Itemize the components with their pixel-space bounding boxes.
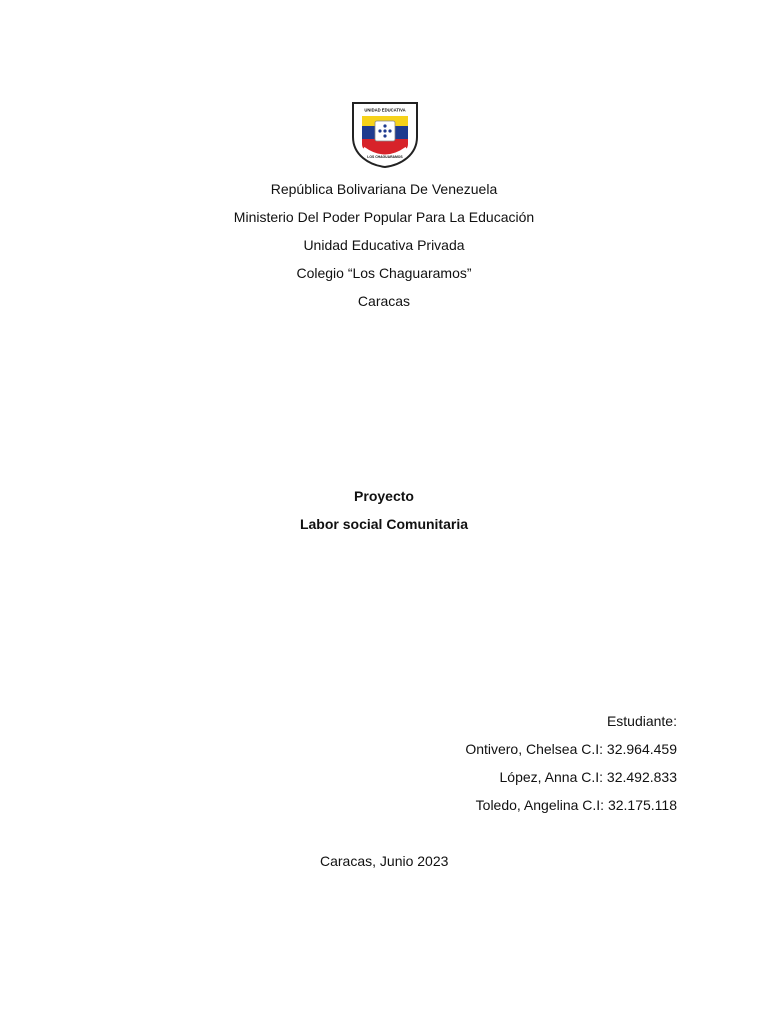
place-and-date: Caracas, Junio 2023: [320, 853, 449, 869]
header-city: Caracas: [357, 293, 411, 309]
student-line: López, Anna C.I: 32.492.833: [499, 769, 677, 785]
students-label: Estudiante:: [606, 713, 677, 729]
header-school-name: Colegio “Los Chaguaramos”: [296, 265, 472, 281]
header-ministry: Ministerio Del Poder Popular Para La Educación: [233, 209, 535, 225]
title-project: Proyecto: [354, 488, 414, 504]
student-line: Toledo, Angelina C.I: 32.175.118: [475, 797, 677, 813]
header-institution-type: Unidad Educativa Privada: [303, 237, 465, 253]
logo-top-text: UNIDAD EDUCATIVA: [364, 107, 406, 113]
logo-bottom-text: LOS CHAGUARAMOS: [367, 155, 403, 159]
header-republic: República Bolivariana De Venezuela: [270, 181, 498, 197]
school-crest-logo: [349, 99, 421, 169]
student-line: Ontivero, Chelsea C.I: 32.964.459: [465, 741, 677, 757]
title-subject: Labor social Comunitaria: [299, 516, 469, 532]
